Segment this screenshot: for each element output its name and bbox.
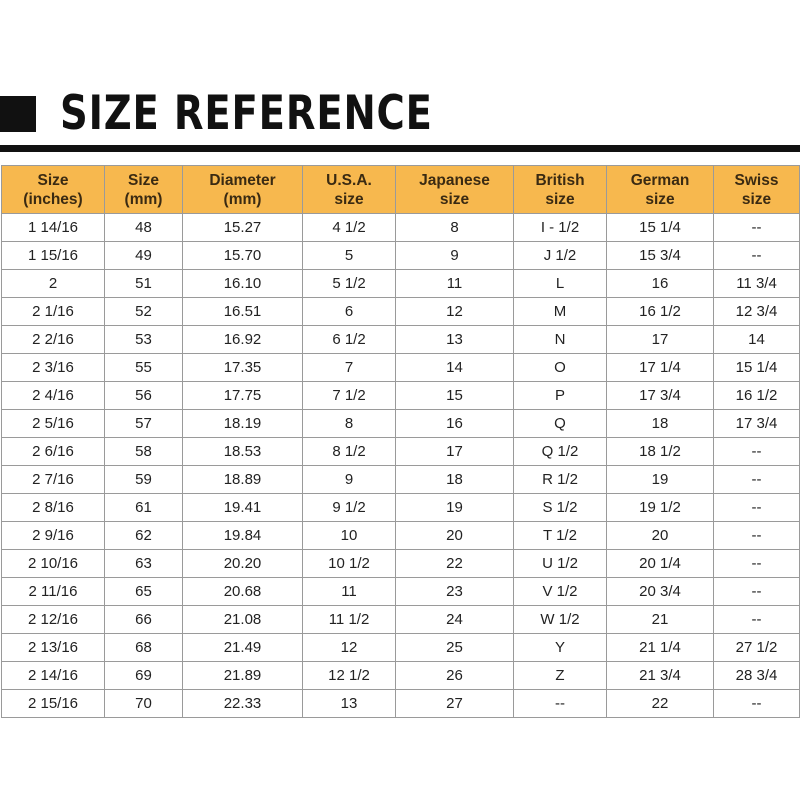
cell-british-size: -- (514, 690, 607, 718)
column-header-line: (inches) (23, 190, 83, 208)
cell-size-mm: 65 (105, 578, 183, 606)
column-header-line: German (630, 171, 690, 189)
cell-size-inches: 2 15/16 (2, 690, 105, 718)
cell-swiss-size: 11 3/4 (714, 270, 800, 298)
cell-swiss-size: -- (714, 494, 800, 522)
cell-size-mm: 52 (105, 298, 183, 326)
cell-japanese-size: 18 (396, 466, 514, 494)
cell-japanese-size: 15 (396, 382, 514, 410)
column-header-line: Swiss (734, 171, 779, 189)
cell-german-size: 16 1/2 (607, 298, 714, 326)
column-header-size-mm (105, 166, 183, 214)
table-row (2, 298, 800, 326)
cell-japanese-size: 24 (396, 606, 514, 634)
table-row (2, 354, 800, 382)
cell-usa-size: 10 (303, 522, 396, 550)
cell-german-size: 17 1/4 (607, 354, 714, 382)
column-header-line: U.S.A. (326, 171, 372, 189)
cell-japanese-size: 27 (396, 690, 514, 718)
cell-size-mm: 58 (105, 438, 183, 466)
cell-japanese-size: 16 (396, 410, 514, 438)
cell-japanese-size: 9 (396, 242, 514, 270)
column-header-line: size (645, 190, 675, 208)
column-header-line: (mm) (223, 190, 262, 208)
cell-size-mm: 69 (105, 662, 183, 690)
cell-swiss-size: -- (714, 550, 800, 578)
column-header-line: (mm) (124, 190, 163, 208)
cell-swiss-size: 27 1/2 (714, 634, 800, 662)
table-row (2, 634, 800, 662)
cell-diameter-mm: 21.08 (183, 606, 303, 634)
cell-diameter-mm: 18.19 (183, 410, 303, 438)
cell-german-size: 21 (607, 606, 714, 634)
cell-british-size: N (514, 326, 607, 354)
cell-size-inches: 2 12/16 (2, 606, 105, 634)
cell-usa-size: 5 (303, 242, 396, 270)
cell-size-inches: 2 8/16 (2, 494, 105, 522)
table-row (2, 438, 800, 466)
table-header-row (2, 166, 800, 214)
cell-diameter-mm: 22.33 (183, 690, 303, 718)
cell-german-size: 16 (607, 270, 714, 298)
cell-british-size: Y (514, 634, 607, 662)
column-header-line: size (741, 190, 772, 208)
column-header-line: Diameter (209, 171, 276, 189)
cell-german-size: 20 3/4 (607, 578, 714, 606)
cell-size-inches: 2 14/16 (2, 662, 105, 690)
cell-german-size: 15 3/4 (607, 242, 714, 270)
cell-usa-size: 11 1/2 (303, 606, 396, 634)
cell-swiss-size: 17 3/4 (714, 410, 800, 438)
column-header-line: Japanese (419, 171, 490, 189)
cell-british-size: Q (514, 410, 607, 438)
cell-german-size: 18 1/2 (607, 438, 714, 466)
cell-japanese-size: 23 (396, 578, 514, 606)
cell-diameter-mm: 18.53 (183, 438, 303, 466)
cell-japanese-size: 11 (396, 270, 514, 298)
cell-german-size: 17 (607, 326, 714, 354)
cell-size-inches: 2 2/16 (2, 326, 105, 354)
cell-german-size: 20 (607, 522, 714, 550)
cell-usa-size: 7 (303, 354, 396, 382)
cell-size-inches: 2 6/16 (2, 438, 105, 466)
column-header-line: British (535, 171, 585, 189)
cell-diameter-mm: 15.70 (183, 242, 303, 270)
cell-usa-size: 4 1/2 (303, 214, 396, 242)
cell-british-size: V 1/2 (514, 578, 607, 606)
cell-diameter-mm: 19.41 (183, 494, 303, 522)
cell-diameter-mm: 21.89 (183, 662, 303, 690)
cell-diameter-mm: 15.27 (183, 214, 303, 242)
cell-swiss-size: -- (714, 522, 800, 550)
cell-usa-size: 6 (303, 298, 396, 326)
cell-swiss-size: -- (714, 466, 800, 494)
cell-size-inches: 2 9/16 (2, 522, 105, 550)
column-header-line: size (334, 190, 364, 208)
cell-size-inches: 2 7/16 (2, 466, 105, 494)
cell-size-mm: 51 (105, 270, 183, 298)
cell-german-size: 21 1/4 (607, 634, 714, 662)
cell-british-size: R 1/2 (514, 466, 607, 494)
column-header-japanese-size (396, 166, 514, 214)
table-row (2, 410, 800, 438)
table-row (2, 494, 800, 522)
page-title: SIZE REFERENCE (60, 86, 433, 141)
cell-british-size: Q 1/2 (514, 438, 607, 466)
cell-british-size: W 1/2 (514, 606, 607, 634)
table-row (2, 466, 800, 494)
cell-swiss-size: -- (714, 690, 800, 718)
table-row (2, 662, 800, 690)
cell-usa-size: 12 (303, 634, 396, 662)
cell-swiss-size: 14 (714, 326, 800, 354)
cell-size-mm: 55 (105, 354, 183, 382)
column-header-swiss-size (714, 166, 800, 214)
cell-diameter-mm: 18.89 (183, 466, 303, 494)
cell-british-size: S 1/2 (514, 494, 607, 522)
cell-diameter-mm: 19.84 (183, 522, 303, 550)
cell-size-inches: 2 10/16 (2, 550, 105, 578)
cell-british-size: P (514, 382, 607, 410)
cell-size-inches: 1 15/16 (2, 242, 105, 270)
cell-german-size: 22 (607, 690, 714, 718)
cell-size-inches: 2 5/16 (2, 410, 105, 438)
cell-diameter-mm: 16.92 (183, 326, 303, 354)
cell-japanese-size: 13 (396, 326, 514, 354)
cell-size-mm: 68 (105, 634, 183, 662)
table-row (2, 214, 800, 242)
table-row (2, 522, 800, 550)
column-header-size-inches (2, 166, 105, 214)
cell-japanese-size: 17 (396, 438, 514, 466)
cell-size-mm: 61 (105, 494, 183, 522)
cell-usa-size: 9 (303, 466, 396, 494)
cell-diameter-mm: 20.20 (183, 550, 303, 578)
cell-german-size: 15 1/4 (607, 214, 714, 242)
cell-size-mm: 56 (105, 382, 183, 410)
cell-german-size: 17 3/4 (607, 382, 714, 410)
cell-size-mm: 49 (105, 242, 183, 270)
cell-usa-size: 9 1/2 (303, 494, 396, 522)
cell-size-mm: 53 (105, 326, 183, 354)
cell-usa-size: 13 (303, 690, 396, 718)
table-row (2, 242, 800, 270)
cell-japanese-size: 22 (396, 550, 514, 578)
cell-german-size: 18 (607, 410, 714, 438)
cell-swiss-size: -- (714, 578, 800, 606)
cell-swiss-size: -- (714, 242, 800, 270)
cell-size-mm: 48 (105, 214, 183, 242)
cell-japanese-size: 26 (396, 662, 514, 690)
page-header (0, 86, 800, 152)
cell-size-inches: 2 3/16 (2, 354, 105, 382)
column-header-british-size (514, 166, 607, 214)
cell-british-size: Z (514, 662, 607, 690)
cell-usa-size: 11 (303, 578, 396, 606)
cell-size-inches: 1 14/16 (2, 214, 105, 242)
column-header-diameter-mm (183, 166, 303, 214)
cell-usa-size: 10 1/2 (303, 550, 396, 578)
column-header-line: Size (37, 171, 69, 189)
cell-usa-size: 12 1/2 (303, 662, 396, 690)
column-header-line: Size (127, 171, 159, 189)
cell-japanese-size: 8 (396, 214, 514, 242)
cell-usa-size: 6 1/2 (303, 326, 396, 354)
table-row (2, 270, 800, 298)
cell-size-mm: 62 (105, 522, 183, 550)
cell-usa-size: 8 (303, 410, 396, 438)
cell-swiss-size: -- (714, 214, 800, 242)
column-header-german-size (607, 166, 714, 214)
table-row (2, 578, 800, 606)
cell-size-inches: 2 13/16 (2, 634, 105, 662)
table-body (2, 214, 800, 718)
cell-swiss-size: 15 1/4 (714, 354, 800, 382)
cell-german-size: 19 1/2 (607, 494, 714, 522)
table-row (2, 382, 800, 410)
cell-usa-size: 5 1/2 (303, 270, 396, 298)
cell-japanese-size: 14 (396, 354, 514, 382)
cell-usa-size: 8 1/2 (303, 438, 396, 466)
cell-british-size: T 1/2 (514, 522, 607, 550)
cell-british-size: M (514, 298, 607, 326)
column-header-line: size (439, 190, 470, 208)
cell-size-inches: 2 4/16 (2, 382, 105, 410)
cell-japanese-size: 20 (396, 522, 514, 550)
table-row (2, 606, 800, 634)
cell-japanese-size: 25 (396, 634, 514, 662)
cell-diameter-mm: 17.75 (183, 382, 303, 410)
cell-size-mm: 70 (105, 690, 183, 718)
cell-size-mm: 57 (105, 410, 183, 438)
title-underline (0, 145, 800, 152)
cell-japanese-size: 19 (396, 494, 514, 522)
table-header (2, 166, 800, 214)
cell-size-inches: 2 1/16 (2, 298, 105, 326)
cell-swiss-size: 28 3/4 (714, 662, 800, 690)
cell-diameter-mm: 20.68 (183, 578, 303, 606)
cell-british-size: I - 1/2 (514, 214, 607, 242)
cell-size-mm: 66 (105, 606, 183, 634)
cell-british-size: J 1/2 (514, 242, 607, 270)
table-row (2, 550, 800, 578)
cell-british-size: L (514, 270, 607, 298)
cell-german-size: 19 (607, 466, 714, 494)
column-header-line: size (545, 190, 575, 208)
cell-diameter-mm: 21.49 (183, 634, 303, 662)
cell-swiss-size: -- (714, 438, 800, 466)
cell-size-mm: 59 (105, 466, 183, 494)
table-row (2, 690, 800, 718)
cell-diameter-mm: 16.10 (183, 270, 303, 298)
cell-german-size: 20 1/4 (607, 550, 714, 578)
cell-japanese-size: 12 (396, 298, 514, 326)
cell-british-size: O (514, 354, 607, 382)
title-bullet-square (0, 96, 36, 132)
table-row (2, 326, 800, 354)
cell-british-size: U 1/2 (514, 550, 607, 578)
cell-size-inches: 2 (2, 270, 105, 298)
cell-swiss-size: 12 3/4 (714, 298, 800, 326)
column-header-usa-size (303, 166, 396, 214)
cell-diameter-mm: 17.35 (183, 354, 303, 382)
cell-german-size: 21 3/4 (607, 662, 714, 690)
cell-size-inches: 2 11/16 (2, 578, 105, 606)
cell-swiss-size: 16 1/2 (714, 382, 800, 410)
cell-usa-size: 7 1/2 (303, 382, 396, 410)
cell-swiss-size: -- (714, 606, 800, 634)
size-reference-table (1, 165, 800, 718)
cell-size-mm: 63 (105, 550, 183, 578)
cell-diameter-mm: 16.51 (183, 298, 303, 326)
